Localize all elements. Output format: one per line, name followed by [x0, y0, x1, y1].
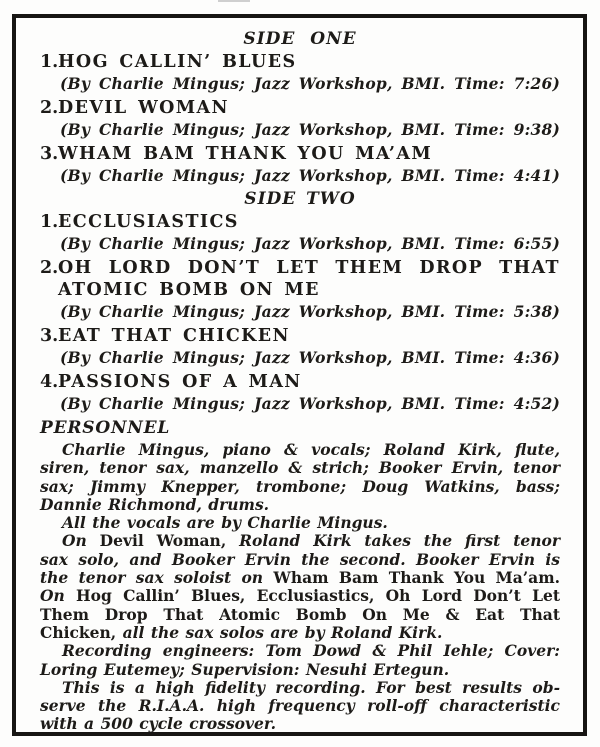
- personnel-line: [40, 478, 560, 496]
- track-item: [40, 371, 560, 414]
- text-run: Recording engineers: Tom Dowd & Phil Iehle; Cover:: [62, 641, 560, 661]
- personnel-line: [40, 441, 560, 459]
- personnel-line: [40, 697, 560, 715]
- track-title-line: EAT THAT CHICKEN: [58, 326, 290, 346]
- track-number: 3.: [40, 326, 59, 346]
- personnel-line: [40, 587, 560, 605]
- track-number: 2.: [40, 98, 59, 118]
- track-title: [58, 211, 560, 233]
- text-run: sax solo, and Booker Ervin the second. Booker Ervin is: [40, 549, 560, 569]
- text-run: with a 500 cycle crossover.: [40, 714, 277, 734]
- track-title-line: ATOMIC BOMB ON ME: [58, 280, 320, 300]
- text-run: Them Drop That Atomic Bomb On Me & Eat That: [40, 604, 560, 624]
- track-item: [40, 325, 560, 368]
- personnel-line: [40, 606, 560, 624]
- side-two-heading: SIDE TWO: [244, 189, 356, 209]
- personnel-line: [40, 514, 560, 532]
- text-run: On: [62, 531, 100, 551]
- track-title: [58, 51, 560, 73]
- track-title-row: [40, 371, 560, 393]
- text-run: This is a high fidelity recording. For best results ob-: [62, 677, 560, 697]
- track-credit: (By Charlie Mingus; Jazz Workshop, BMI. Time: 4:52): [60, 394, 560, 413]
- track-number: 3.: [40, 144, 59, 164]
- text-run: serve the R.I.A.A. high frequency roll-off characteristic: [40, 696, 560, 716]
- text-run: Loring Eutemey; Supervision: Nesuhi Ertegun.: [40, 659, 450, 679]
- track-item: [40, 143, 560, 186]
- top-edge-artifact: [218, 0, 250, 2]
- track-credit: (By Charlie Mingus; Jazz Workshop, BMI. Time: 9:38): [60, 120, 560, 139]
- track-title-row: [40, 97, 560, 119]
- track-title: [58, 257, 560, 301]
- track-number: 2.: [40, 258, 59, 278]
- track-credit: (By Charlie Mingus; Jazz Workshop, BMI. Time: 4:41): [60, 166, 560, 185]
- track-title: [58, 97, 560, 119]
- text-run: Roland Kirk takes the first tenor: [239, 531, 560, 551]
- track-credit: (By Charlie Mingus; Jazz Workshop, BMI. Time: 7:26): [60, 74, 560, 93]
- personnel-heading: PERSONNEL: [40, 418, 171, 438]
- text-run: the tenor sax soloist on: [40, 568, 274, 588]
- text-run: all the sax solos are by Roland Kirk.: [122, 622, 443, 642]
- track-item: [40, 97, 560, 140]
- text-run: Devil Woman,: [99, 531, 240, 551]
- track-title-line: ECCLUSIASTICS: [58, 212, 239, 232]
- track-title-line: WHAM BAM THANK YOU MA’AM: [58, 144, 433, 164]
- track-title-row: [40, 51, 560, 73]
- personnel-line: [40, 624, 560, 642]
- text-run: Hog Callin’ Blues, Ecclusiastics, Oh Lord Don’t Let: [76, 586, 560, 606]
- track-credit: (By Charlie Mingus; Jazz Workshop, BMI. Time: 5:38): [60, 302, 560, 321]
- track-title: [58, 325, 560, 347]
- personnel-line: [40, 642, 560, 660]
- track-title-row: [40, 143, 560, 165]
- tracklist-box: [12, 14, 587, 736]
- text-run: siren, tenor sax, manzello & strich; Booker Ervin, tenor: [40, 458, 560, 478]
- text-run: Chicken,: [40, 622, 123, 642]
- track-title-row: [40, 325, 560, 347]
- track-title-line: OH LORD DON’T LET THEM DROP THAT: [58, 258, 560, 278]
- text-run: sax; Jimmy Knepper, trombone; Doug Watkins, bass;: [40, 476, 560, 496]
- track-title-line: HOG CALLIN’ BLUES: [58, 52, 297, 72]
- track-number: 1.: [40, 212, 59, 232]
- track-title-line: PASSIONS OF A MAN: [58, 372, 302, 392]
- personnel-line: [40, 459, 560, 477]
- text-run: All the vocals are by Charlie Mingus.: [62, 513, 388, 533]
- personnel-line: [40, 569, 560, 587]
- text-run: Dannie Richmond, drums.: [40, 494, 270, 514]
- track-number: 1.: [40, 52, 59, 72]
- personnel-line: [40, 532, 560, 550]
- side-two-track-list: [40, 211, 560, 414]
- track-title-row: [40, 211, 560, 233]
- track-item: [40, 51, 560, 94]
- text-run: On: [40, 586, 77, 606]
- track-number: 4.: [40, 372, 59, 392]
- track-title-row: [40, 257, 560, 301]
- track-item: [40, 257, 560, 322]
- personnel-line: [40, 661, 560, 679]
- track-credit: (By Charlie Mingus; Jazz Workshop, BMI. Time: 6:55): [60, 234, 560, 253]
- text-run: Charlie Mingus, piano & vocals; Roland Kirk, flute,: [62, 440, 560, 459]
- personnel-line: [40, 679, 560, 697]
- track-title: [58, 371, 560, 393]
- text-run: Wham Bam Thank You Ma’am.: [273, 568, 560, 588]
- side-one-heading: SIDE ONE: [243, 29, 357, 49]
- track-item: [40, 211, 560, 254]
- personnel-line: [40, 715, 560, 733]
- track-credit: (By Charlie Mingus; Jazz Workshop, BMI. Time: 4:36): [60, 348, 560, 367]
- track-title: [58, 143, 560, 165]
- personnel-notes: [40, 441, 560, 734]
- personnel-line: [40, 496, 560, 514]
- side-one-track-list: [40, 51, 560, 186]
- personnel-line: [40, 551, 560, 569]
- track-title-line: DEVIL WOMAN: [58, 98, 229, 118]
